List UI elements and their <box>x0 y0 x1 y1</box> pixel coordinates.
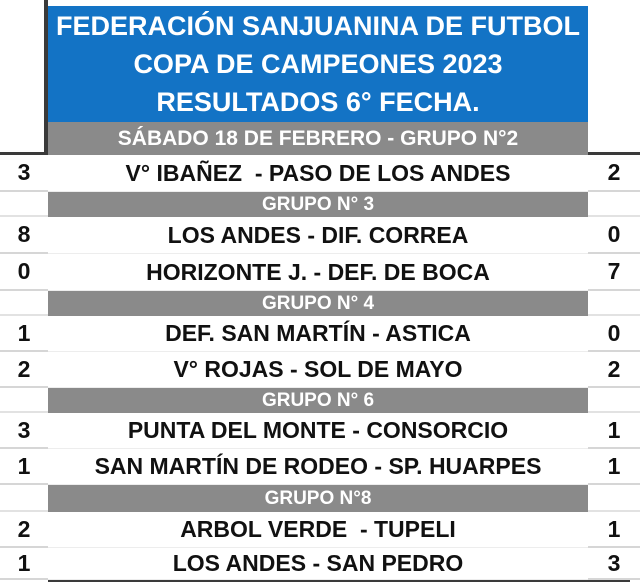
fixture-label: HORIZONTE J. - DEF. DE BOCA <box>48 254 588 291</box>
fixture-label: V° ROJAS - SOL DE MAYO <box>48 352 588 388</box>
header-right-margin <box>588 0 640 155</box>
group-bar-left-margin <box>0 192 48 217</box>
title-line-cup: COPA DE CAMPEONES 2023 <box>133 49 503 79</box>
fixture-label: SAN MARTÍN DE RODEO - SP. HUARPES <box>48 449 588 485</box>
group-header-row <box>0 291 640 316</box>
group-header: GRUPO N° 6 <box>48 388 588 413</box>
fixture-label: PUNTA DEL MONTE - CONSORCIO <box>48 413 588 449</box>
group-bar-left-margin <box>0 291 48 316</box>
fixture-label: DEF. SAN MARTÍN - ASTICA <box>48 316 588 352</box>
away-score: 7 <box>588 254 640 291</box>
group-header-row <box>0 485 640 512</box>
home-score: 3 <box>0 155 48 192</box>
home-score: 3 <box>0 413 48 449</box>
match-row <box>0 254 640 291</box>
match-row <box>0 155 640 192</box>
header-block <box>0 0 640 155</box>
match-row <box>0 512 640 548</box>
title-line-federation: FEDERACIÓN SANJUANINA DE FUTBOL <box>55 11 580 41</box>
away-score: 1 <box>588 413 640 449</box>
match-row <box>0 413 640 449</box>
fixture-label: LOS ANDES - DIF. CORREA <box>48 217 588 254</box>
group-bar-right-margin <box>588 192 640 217</box>
match-row <box>0 316 640 352</box>
away-score: 1 <box>588 512 640 548</box>
group-header-row <box>0 388 640 413</box>
group-bar-right-margin <box>588 291 640 316</box>
away-score: 1 <box>588 449 640 485</box>
group-bar-right-margin <box>588 485 640 512</box>
fixture-label: V° IBAÑEZ - PASO DE LOS ANDES <box>48 155 588 192</box>
group-bar-right-margin <box>588 388 640 413</box>
away-score: 2 <box>588 155 640 192</box>
away-score: 0 <box>588 316 640 352</box>
home-score: 2 <box>0 512 48 548</box>
home-score: 1 <box>0 316 48 352</box>
title-banner <box>48 6 588 122</box>
fixture-label: LOS ANDES - SAN PEDRO <box>48 548 588 580</box>
away-score: 3 <box>588 548 640 580</box>
match-row <box>0 217 640 254</box>
match-row <box>0 548 640 580</box>
match-row <box>0 449 640 485</box>
home-score: 8 <box>0 217 48 254</box>
group-bar-left-margin <box>0 485 48 512</box>
home-score: 0 <box>0 254 48 291</box>
group-bar-left-margin <box>0 388 48 413</box>
match-row <box>0 352 640 388</box>
group-header: GRUPO N° 4 <box>48 291 588 316</box>
group-header: GRUPO N°8 <box>48 485 588 512</box>
header-left-margin <box>0 0 48 155</box>
away-score: 0 <box>588 217 640 254</box>
away-score: 2 <box>588 352 640 388</box>
header-center <box>48 0 588 155</box>
group-header-row <box>0 192 640 217</box>
home-score: 1 <box>0 449 48 485</box>
date-group-bar: SÁBADO 18 DE FEBRERO - GRUPO N°2 <box>48 122 588 155</box>
home-score: 2 <box>0 352 48 388</box>
title-line-results: RESULTADOS 6° FECHA. <box>156 87 480 117</box>
fixture-label: ARBOL VERDE - TUPELI <box>48 512 588 548</box>
group-header: GRUPO N° 3 <box>48 192 588 217</box>
home-score: 1 <box>0 548 48 580</box>
